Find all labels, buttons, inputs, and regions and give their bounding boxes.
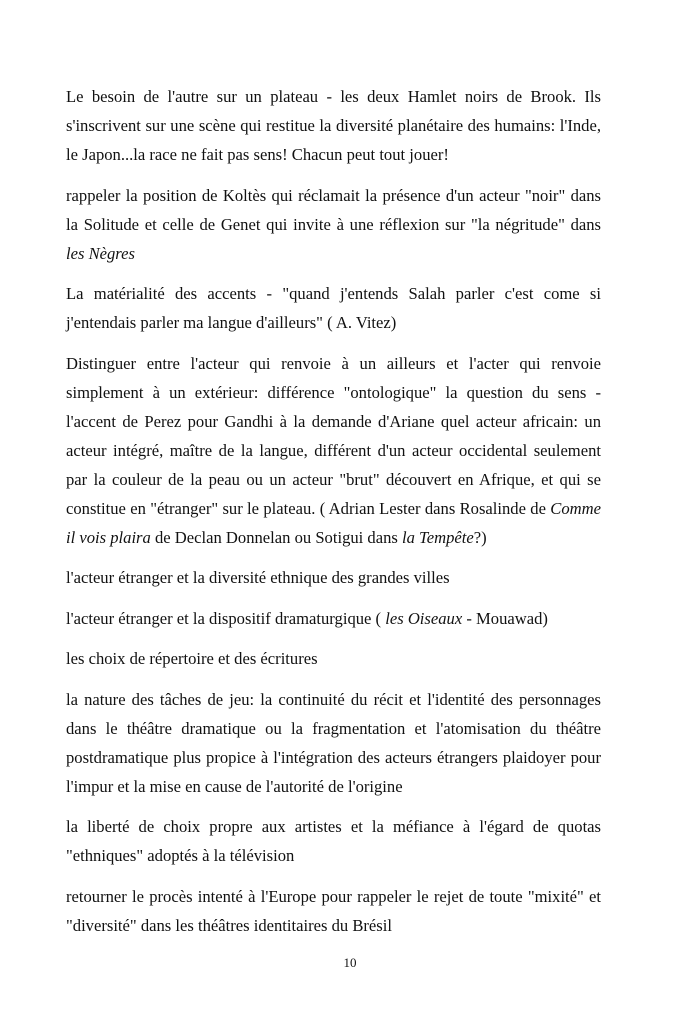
document-body <box>66 82 601 951</box>
paragraph-text: l'acteur étranger et la dispositif dramaturgique ( <box>66 608 386 628</box>
italic-title-la-tempete: la Tempête <box>402 527 474 547</box>
paragraph-text: La matérialité des accents - "quand j'entends Salah parler c'est come si j'entendais parler ma langue d'ailleurs" ( A. Vitez) <box>66 284 601 332</box>
paragraph-text: les choix de répertoire et des écritures <box>66 649 318 668</box>
paragraph-text: de Declan Donnelan ou Sotigui dans <box>150 527 402 547</box>
paragraph-dispositif <box>66 604 601 633</box>
paragraph-distinguer <box>66 349 601 552</box>
paragraph-text: la liberté de choix propre aux artistes et la méfiance à l'égard de quotas "ethniques" adoptés à la télévision <box>66 817 601 865</box>
paragraph-text: rappeler la position de Koltès qui réclamait la présence d'un acteur "noir" dans la Solitude et celle de Genet qui invite à une réflexion sur "la négritude" dans <box>66 185 601 234</box>
paragraph-text: - Mouawad) <box>462 608 548 628</box>
paragraph-liberte <box>66 812 601 870</box>
paragraph-text: Distinguer entre l'acteur qui renvoie à un ailleurs et l'acter qui renvoie simplement à un extérieur: différence "ontologique" la question du sens - l'accent de Perez pour Gandhi à la demande d'Ariane quel acteur africain: un acteur intégré, maître de la langue, différent d'un acteur occidental seulement par la couleur de la peau ou un acteur "brut" découvert en Afrique, et qui se constitue en "étranger" sur le plateau. ( Adrian Lester dans Rosalinde de <box>66 353 601 518</box>
paragraph-proces <box>66 882 601 940</box>
paragraph-text: retourner le procès intenté à l'Europe pour rappeler le rejet de toute "mixité" et "diversité" dans les théâtres identitaires du Brésil <box>66 886 601 935</box>
paragraph-text: l'acteur étranger et la diversité ethnique des grandes villes <box>66 568 450 587</box>
paragraph-taches-de-jeu <box>66 685 601 801</box>
paragraph-text: Le besoin de l'autre sur un plateau - les deux Hamlet noirs de Brook. Ils s'inscrivent sur une scène qui restitue la diversité planétaire des humains: l'Inde, le Japon...la race ne fait pas sens! Chacun peut tout jouer! <box>66 87 601 164</box>
paragraph-diversite-ethnique <box>66 563 601 592</box>
paragraph-repertoire <box>66 644 601 673</box>
paragraph-text: ?) <box>473 527 487 547</box>
paragraph-koltes-genet <box>66 181 601 268</box>
paragraph-hamlet <box>66 82 601 169</box>
page-number: 10 <box>343 955 357 970</box>
italic-title-les-negres: les Nègres <box>66 243 135 263</box>
italic-title-comme-il-vois-plaira: Comme il vois plaira <box>66 498 601 547</box>
paragraph-text: la nature des tâches de jeu: la continuité du récit et l'identité des personnages dans le théâtre dramatique ou la fragmentation et l'atomisation du théâtre postdramatique plus propice à l'intégration des acteurs étrangers plaidoyer pour l'impur et la mise en cause de l'autorité de l'origine <box>66 689 601 796</box>
paragraph-accents <box>66 279 601 337</box>
italic-title-les-oiseaux: les Oiseaux <box>385 608 463 628</box>
